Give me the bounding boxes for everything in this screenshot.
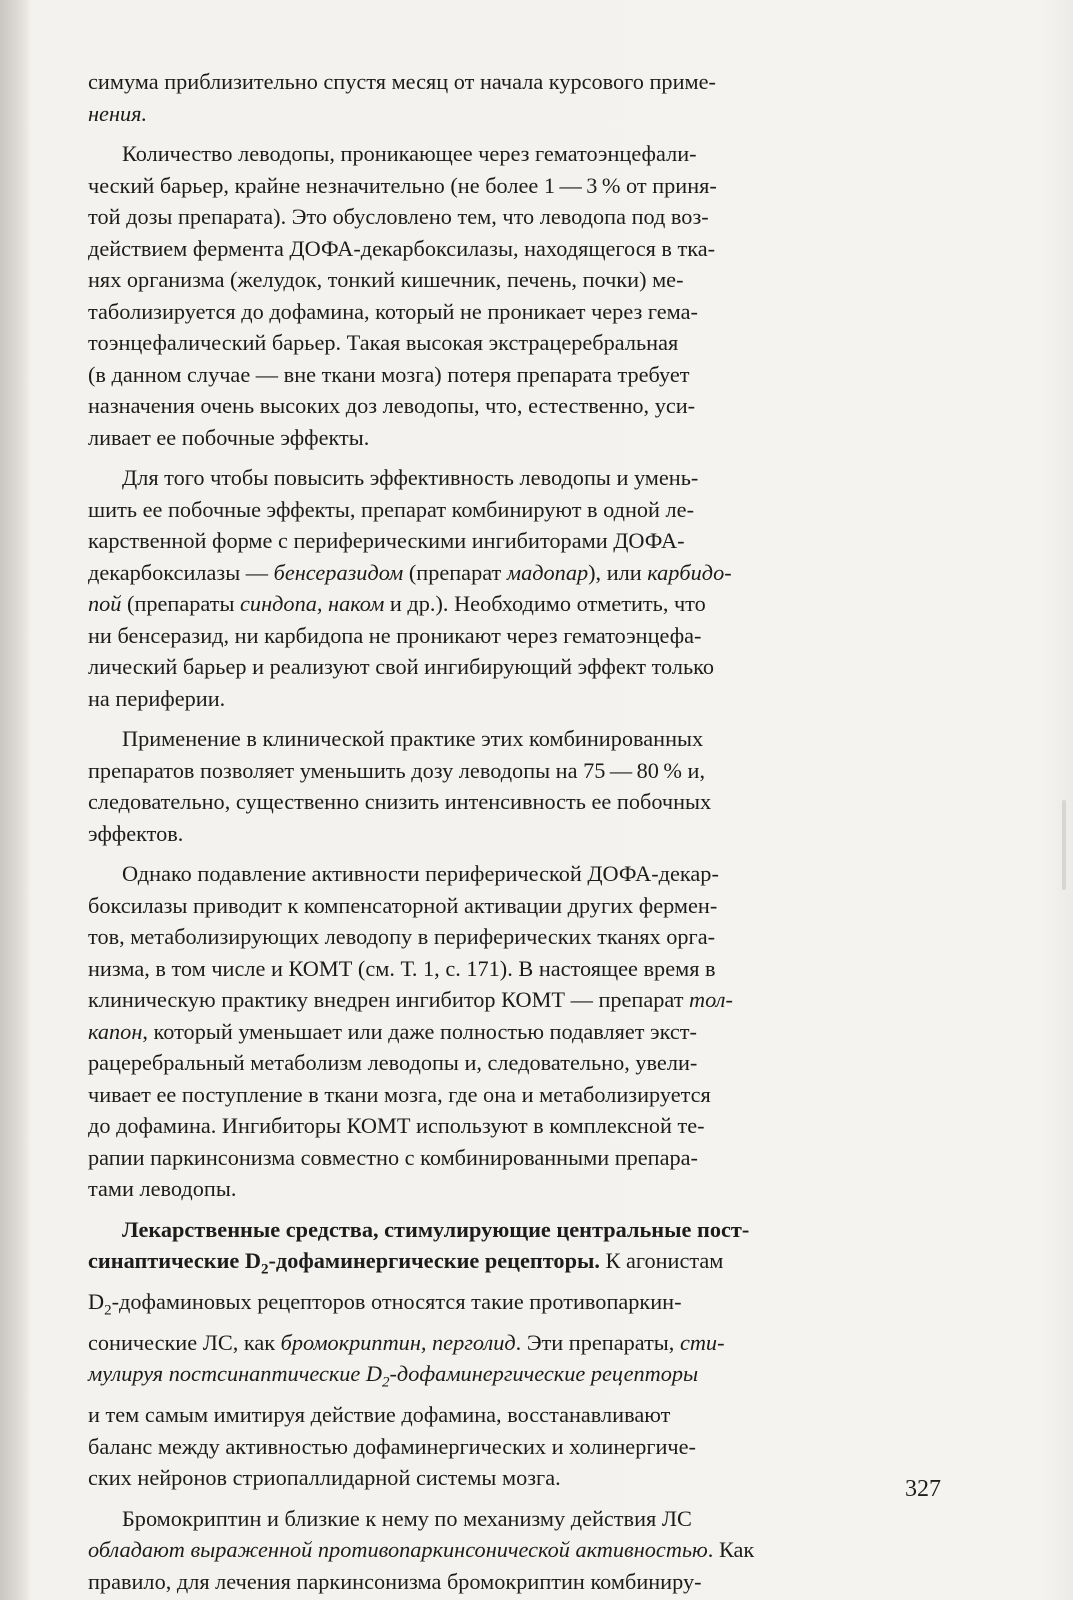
page-number: 327 (905, 1476, 941, 1502)
paragraph-bromocriptine: Бромокриптин и близкие к нему по механизму действия ЛС обладают выраженной противопаркинсонической активностью. Как правило, для лечения паркинсонизма бромокриптин комбиниру- (88, 1505, 755, 1594)
paragraph-d2-agonists: Лекарственные средства, стимулирующие центральные пост- синаптические $D_2$-дофаминергические рецепторы. К агонистам $D_2$-дофаминовых рецепторов относятся такие противопаркин- сонические ЛС, как бромокриптин, перголид. Эти препараты, сти- мулируя постсинаптические $D_2$-дофаминергические рецепторы и тем самым имитируя действие дофамина, восстанавливают баланс между активностью дофаминергических и холинергиче- ских нейронов стриопаллидарной системы мозга. (88, 1216, 750, 1491)
paragraph-continuation: симума приблизительно спустя месяц от начала курсового приме- нения. (88, 69, 716, 126)
scan-mark (1062, 800, 1066, 890)
page-binding-shadow (0, 0, 30, 1600)
paragraph-comt: Однако подавление активности периферической ДОФА-декар- боксилазы приводит к компенсаторной активации других фермен- тов, метаболизирующих леводопу в периферических тканях орга- низма, в том числе и КОМТ (см. Т. 1, с. 171). В настоящее время в клиническую практику внедрен ингибитор КОМТ — препарат тол- капон, который уменьшает или даже полностью подавляет экст- рацеребральный метаболизм леводопы и, следовательно, увели- чивает ее поступление в ткани мозга, где она и метаболизируется до дофамина. Ингибиторы КОМТ используют в комплексной те- рапии паркинсонизма совместно с комбинированными препара- тами леводопы. (88, 861, 733, 1201)
text-column (88, 66, 959, 1597)
paragraph-clinical-use: Применение в клинической практике этих комбинированных препаратов позволяет уменьшить дозу леводопы на 75 — 80 % и, следовательно, существенно снизить интенсивность ее побочных эффектов. (88, 726, 712, 846)
paragraph-combination: Для того чтобы повысить эффективность леводопы и умень- шить ее побочные эффекты, препарат комбинируют в одной ле- карственной форме с периферическими ингибиторами ДОФА- декарбоксилазы — бенсеразидом (препарат мадопар), или карбидо- пой (препараты синдопа, наком и др.). Необходимо отметить, что ни бенсеразид, ни карбидопа не проникают через гематоэнцефа- лический барьер и реализуют свой ингибирующий эффект только на периферии. (88, 465, 732, 711)
paragraph-levodopa-bbb: Количество леводопы, проникающее через гематоэнцефали- ческий барьер, крайне незначительно (не более 1 — 3 % от приня- той дозы препарата). Это обусловлено тем, что леводопа под воз- действием фермента ДОФА-декарбоксилазы, находящегося в тка- нях организма (желудок, тонкий кишечник, печень, почки) ме- таболизируется до дофамина, который не проникает через гема- тоэнцефалический барьер. Такая высокая экстрацеребральная (в данном случае — вне ткани мозга) потеря препарата требует назначения очень высоких доз леводопы, что, естественно, уси- ливает ее побочные эффекты. (88, 141, 717, 450)
